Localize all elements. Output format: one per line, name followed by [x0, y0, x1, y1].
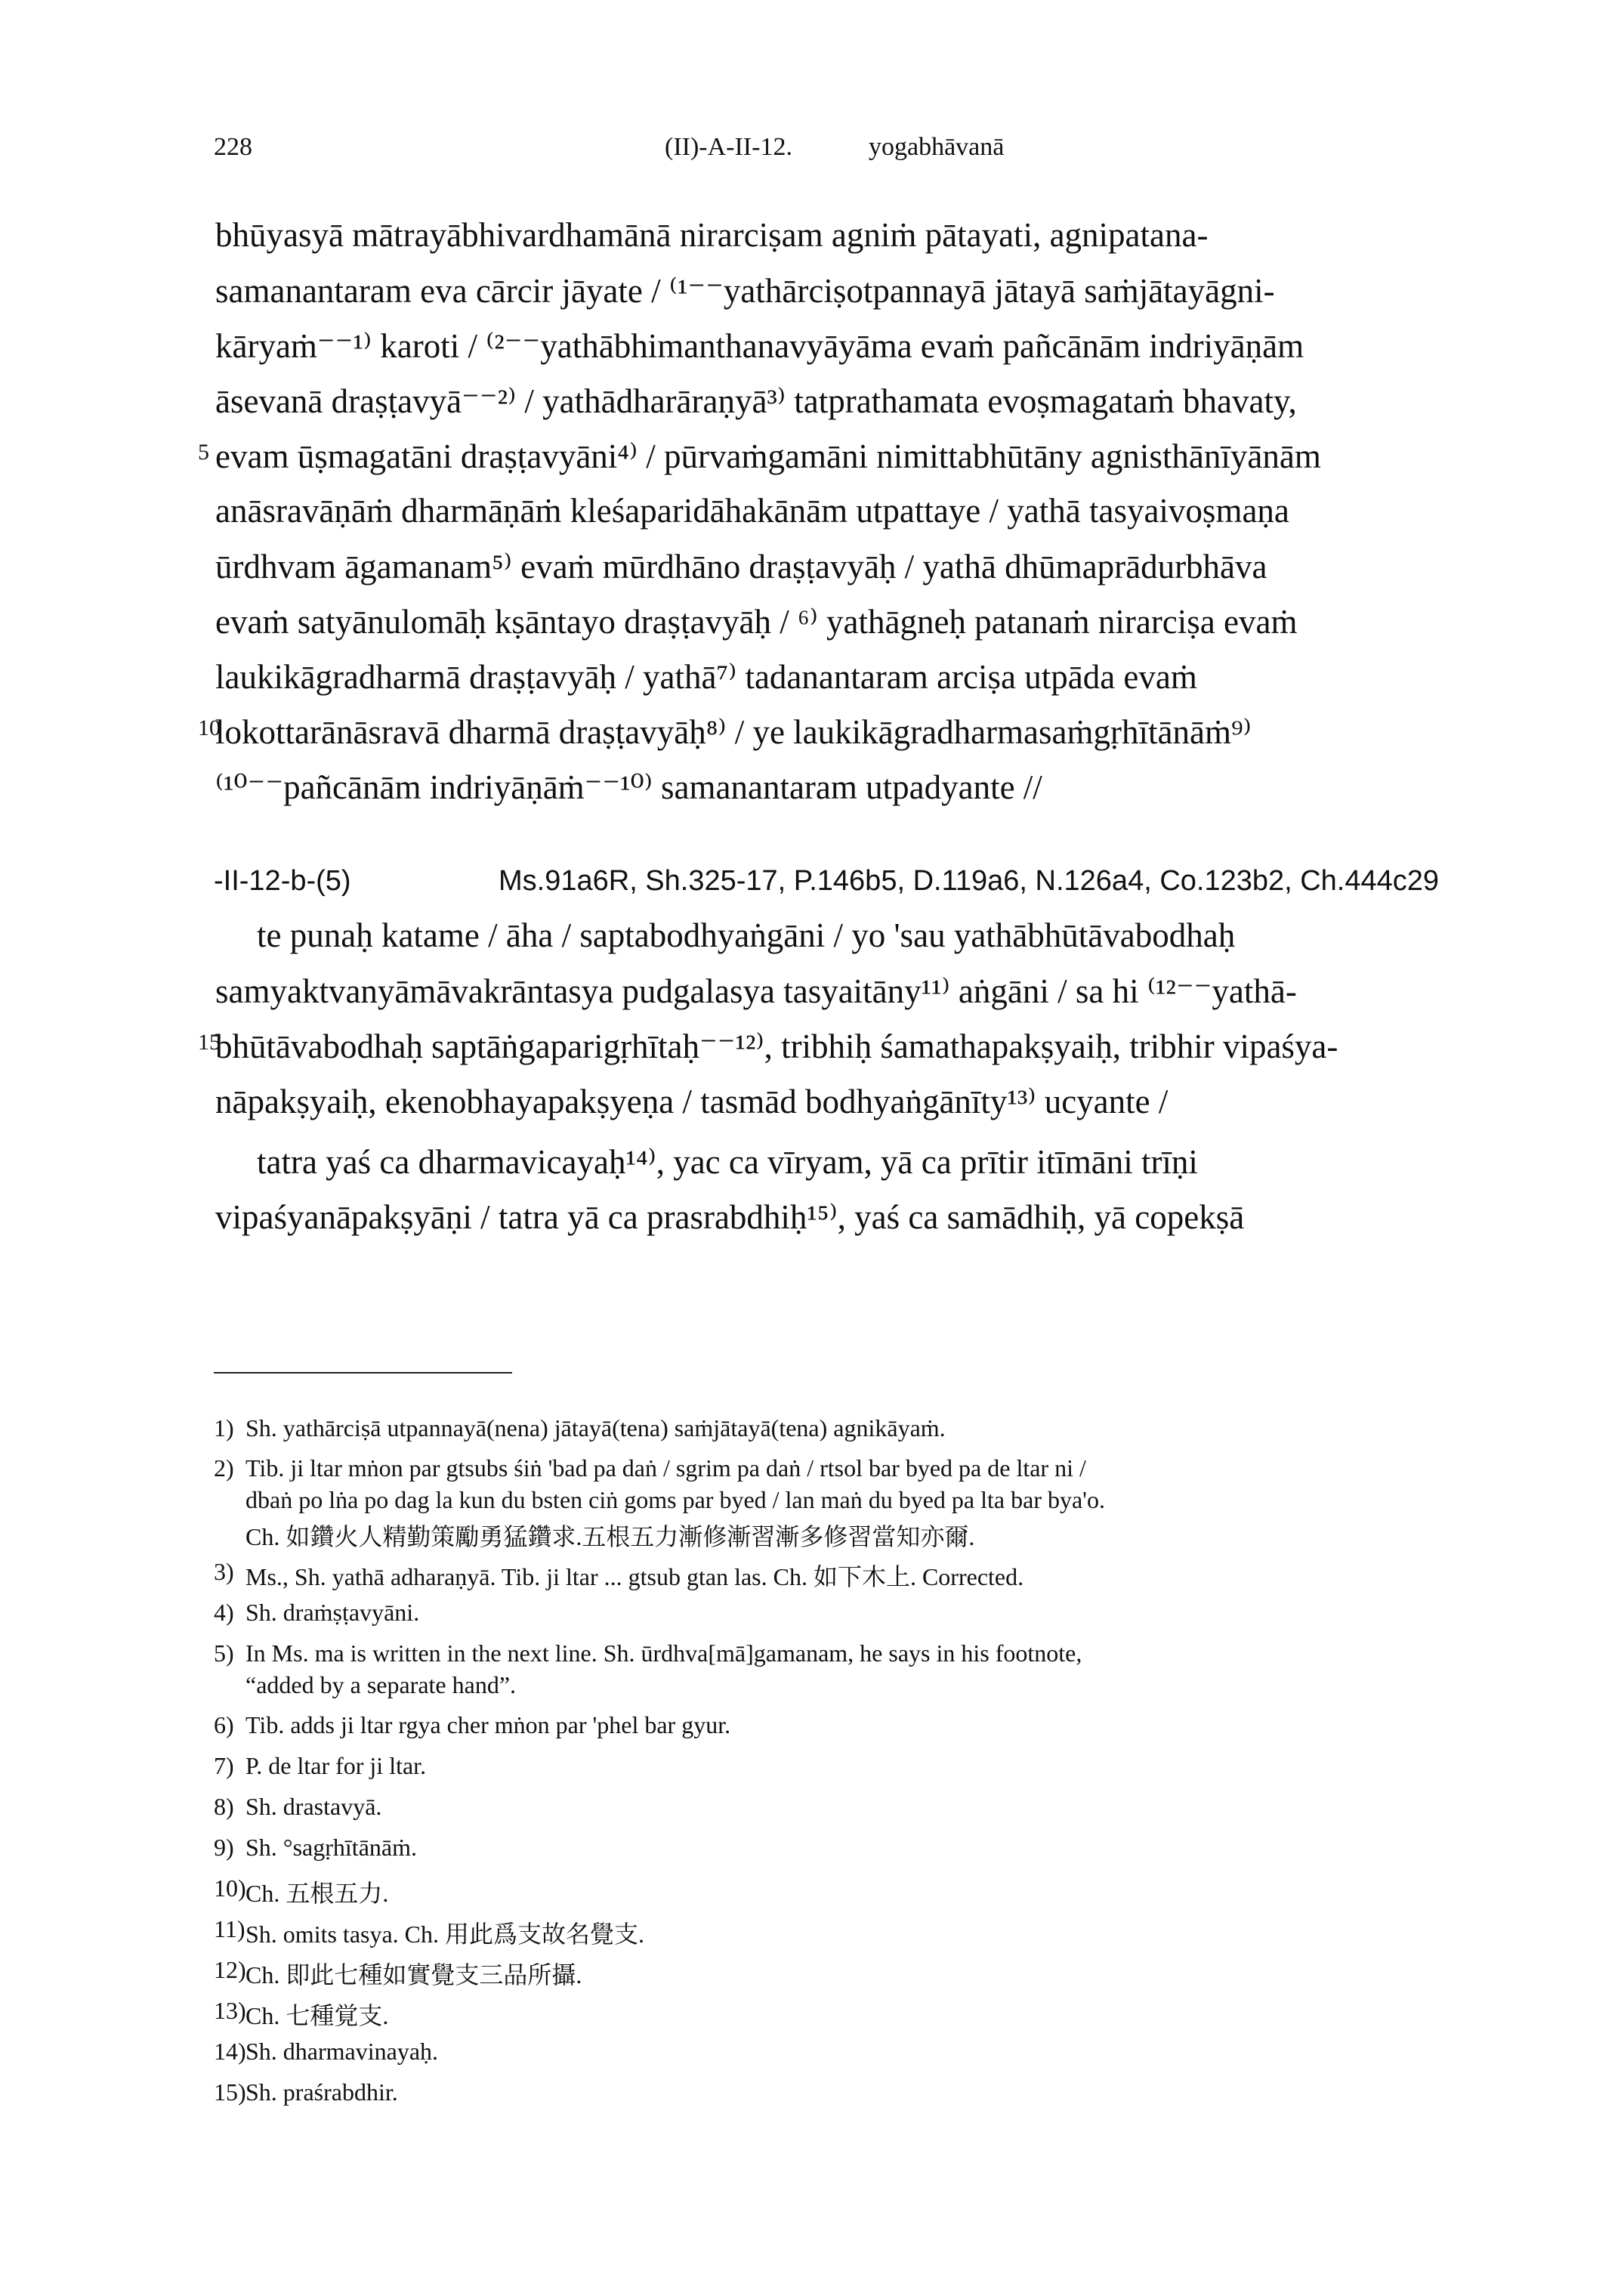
section-line-6: vipaśyanāpakṣyāṇi / tatra yā ca prasrabdhiḥ¹⁵⁾, yaś ca samādhiḥ, yā copekṣā: [215, 1198, 1245, 1236]
text-line-8: evaṁ satyānulomāḥ kṣāntayo draṣṭavyāḥ / ⁶⁾ yathāgneḥ patanaṁ nirarciṣa evaṁ: [215, 603, 1298, 641]
text-line-7: ūrdhvam āgamanam⁵⁾ evaṁ mūrdhāno draṣṭavyāḥ / yathā dhūmaprādurbhāva: [215, 548, 1267, 586]
section-line-3: bhūtāvabodhaḥ saptāṅgaparigṛhītaḥ⁻⁻¹²⁾, tribhiḥ śamathapakṣyaiḥ, tribhir vipaśya-: [215, 1027, 1338, 1065]
footnote-number: 5): [214, 1639, 234, 1667]
footnote-text: Sh. omits tasya. Ch. 用此爲支故名覺支.: [245, 1921, 645, 1948]
text-line-2: samanantaram eva cārcir jāyate / ⁽¹⁻⁻yathārciṣotpannayā jātayā saṁjātayāgni-: [215, 272, 1275, 310]
section-line-1: te punaḥ katame / āha / saptabodhyaṅgāni / yo 'sau yathābhūtāvabodhaḥ: [257, 916, 1236, 954]
text-line-9: laukikāgradharmā draṣṭavyāḥ / yathā⁷⁾ tadanantaram arciṣa utpāda evaṁ: [215, 658, 1197, 696]
line-number-15: 15: [198, 1030, 221, 1055]
text-line-11: ⁽¹⁰⁻⁻pañcānām indriyāṇāṁ⁻⁻¹⁰⁾ samanantaram utpadyante //: [215, 768, 1042, 806]
footnote-text: Sh. °sagṛhītānāṁ.: [245, 1834, 417, 1861]
section-line-2: samyaktvanyāmāvakrāntasya pudgalasya tasyaitāny¹¹⁾ aṅgāni / sa hi ⁽¹²⁻⁻yathā-: [215, 972, 1297, 1010]
footnote-number: 7): [214, 1752, 234, 1779]
footnote-number: 1): [214, 1414, 234, 1442]
footnote-number: 6): [214, 1711, 234, 1738]
footnote-text: Ch. 如鑽火人精勤策勵勇猛鑽求.五根五力漸修漸習漸多修習當知亦爾.: [245, 1523, 975, 1550]
footnote-text: Sh. draṁṣṭavyāni.: [245, 1599, 420, 1626]
footnote-text: Sh. yathārciṣā utpannayā(nena) jātayā(tena) saṁjātayā(tena) agnikāyaṁ.: [245, 1414, 946, 1442]
section-manuscript-refs: Ms.91a6R, Sh.325-17, P.146b5, D.119a6, N.126a4, Co.123b2, Ch.444c29: [499, 865, 1440, 897]
line-number-10: 10: [198, 715, 221, 740]
footnote-number: 4): [214, 1599, 234, 1626]
footnote-text: Tib. ji ltar mṅon par gtsubs śiṅ 'bad pa daṅ / sgrim pa daṅ / rtsol bar byed pa de ltar ni /: [245, 1454, 1086, 1482]
footnote-text: “added by a separate hand”.: [245, 1671, 517, 1698]
text-line-4: āsevanā draṣṭavyā⁻⁻²⁾ / yathādharāraṇyā³⁾ tatprathamata evoṣmagataṁ bhavaty,: [215, 382, 1297, 420]
footnote-number: 15): [214, 2078, 246, 2106]
footnote-text: Sh. drastavyā.: [245, 1793, 382, 1820]
footnote-number: 9): [214, 1834, 234, 1861]
footnote-text: Tib. adds ji ltar rgya cher mṅon par 'phel bar gyur.: [245, 1711, 731, 1738]
text-line-1: bhūyasyā mātrayābhivardhamānā nirarciṣam agniṁ pātayati, agnipatana-: [215, 216, 1209, 254]
footnote-text: In Ms. ma is written in the next line. Sh. ūrdhva[mā]gamanam, he says in his footnote,: [245, 1639, 1082, 1667]
footnote-number: 11): [214, 1915, 245, 1942]
running-title: yogabhāvanā: [869, 133, 1005, 161]
footnote-text: P. de ltar for ji ltar.: [245, 1752, 427, 1779]
text-line-3: kāryaṁ⁻⁻¹⁾ karoti / ⁽²⁻⁻yathābhimanthanavyāyāma evaṁ pañcānām indriyāṇām: [215, 327, 1304, 365]
footnote-text: Sh. praśrabdhir.: [245, 2078, 398, 2106]
footnote-text: dbaṅ po lṅa po dag la kun du bsten ciṅ goms par byed / lan maṅ du byed pa lta bar bya'o.: [245, 1486, 1105, 1513]
page-number: 228: [214, 133, 252, 161]
footnote-text: Ch. 五根五力.: [245, 1880, 389, 1907]
footnote-number: 13): [214, 1997, 246, 2024]
footnote-text: Sh. dharmavinayaḥ.: [245, 2038, 439, 2065]
footnote-number: 14): [214, 2038, 246, 2065]
section-id: -II-12-b-(5): [214, 865, 351, 897]
text-line-5: evam ūṣmagatāni draṣṭavyāni⁴⁾ / pūrvaṁgamāni nimittabhūtāny agnisthānīyānām: [215, 437, 1321, 475]
section-line-4: nāpakṣyaiḥ, ekenobhayapakṣyeṇa / tasmād bodhyaṅgānīty¹³⁾ ucyante /: [215, 1083, 1169, 1120]
footnote-number: 10): [214, 1874, 246, 1902]
text-line-10: lokottarānāsravā dharmā draṣṭavyāḥ⁸⁾ / ye laukikāgradharmasaṁgṛhītānāṁ⁹⁾: [215, 713, 1252, 751]
line-number-5: 5: [198, 440, 209, 465]
text-line-6: anāsravāṇāṁ dharmāṇāṁ kleśaparidāhakānām utpattaye / yathā tasyaivoṣmaṇa: [215, 492, 1289, 530]
footnote-separator-rule: [214, 1372, 512, 1374]
footnote-text: Ch. 即此七種如實覺支三品所攝.: [245, 1961, 582, 1989]
footnote-text: Ms., Sh. yathā adharaṇyā. Tib. ji ltar ... gtsub gtan las. Ch. 如下木上. Corrected.: [245, 1563, 1024, 1590]
footnote-text: Ch. 七種覚支.: [245, 2002, 389, 2029]
footnote-number: 3): [214, 1558, 234, 1585]
footnote-number: 8): [214, 1793, 234, 1820]
section-reference: (II)-A-II-12.: [665, 133, 792, 161]
footnote-number: 12): [214, 1956, 246, 1983]
footnote-number: 2): [214, 1454, 234, 1482]
section-line-5: tatra yaś ca dharmavicayaḥ¹⁴⁾, yac ca vīryam, yā ca prītir itīmāni trīṇi: [257, 1143, 1198, 1181]
